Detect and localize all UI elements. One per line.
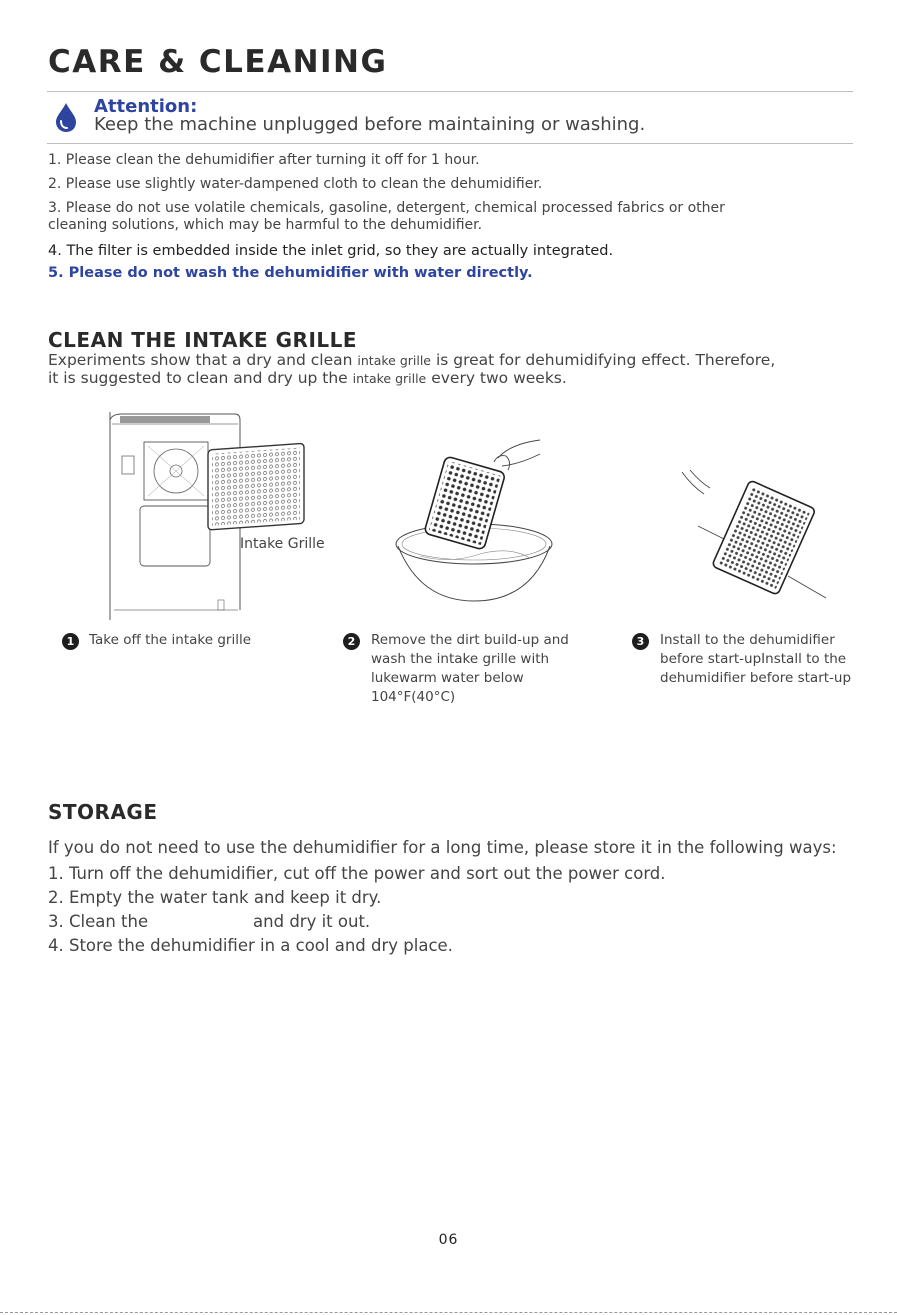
step-3-text: Install to the dehumidifier before start-upInstall to the dehumidifier before start-up (660, 632, 852, 686)
intake-heading: CLEAN THE INTAKE GRILLE (48, 328, 358, 352)
intake-para-text: is great for dehumidifying effect. Therefore, (435, 351, 776, 369)
storage-item-4: 4. Store the dehumidifier in a cool and dry place. (48, 936, 453, 955)
storage-item-2: 2. Empty the water tank and keep it dry. (48, 888, 382, 907)
step-3-number: 3 (632, 633, 649, 650)
care-item-4: 4. The filter is embedded inside the inlet grid, so they are actually integrated. (48, 243, 614, 259)
dehumidifier-illustration (100, 410, 320, 622)
page-number: 06 (438, 1232, 459, 1248)
intake-grille-label: Intake Grille (240, 536, 325, 552)
intake-para-term: intake grille (357, 353, 432, 368)
care-item-3: 3. Please do not use volatile chemicals, gasoline, detergent, chemical processed fabrics or other (48, 200, 725, 216)
page-title: CARE & CLEANING (48, 44, 388, 80)
bottom-divider (0, 1312, 897, 1313)
intake-para-term: intake grille (352, 371, 427, 386)
care-item-5: 5. Please do not wash the dehumidifier with water directly. (48, 265, 533, 281)
care-item-3-cont: cleaning solutions, which may be harmful to the dehumidifier. (48, 217, 483, 233)
storage-heading: STORAGE (48, 800, 158, 824)
step-1-number: 1 (62, 633, 79, 650)
intake-para-text: Experiments show that a dry and clean (48, 351, 353, 369)
storage-intro: If you do not need to use the dehumidifier for a long time, please store it in the following ways: (48, 838, 837, 857)
intake-paragraph-line2 (48, 369, 567, 388)
step-1-text: Take off the intake grille (89, 632, 251, 648)
install-illustration (670, 466, 840, 606)
care-item-2: 2. Please use slightly water-dampened cloth to clean the dehumidifier. (48, 176, 543, 192)
step-2-text: Remove the dirt build-up and wash the intake grille with lukewarm water below 104°F(40°C) (371, 632, 569, 705)
top-divider (47, 91, 853, 92)
intake-para-text: it is suggested to clean and dry up the (48, 369, 348, 387)
intake-paragraph-line1 (48, 351, 775, 370)
intake-para-text: every two weeks. (431, 369, 567, 387)
attention-title: Attention: (94, 96, 198, 117)
attention-divider (47, 143, 853, 144)
care-item-1: 1. Please clean the dehumidifier after turning it off for 1 hour. (48, 152, 480, 168)
step-2-number: 2 (343, 633, 360, 650)
water-drop-icon (53, 101, 79, 133)
storage-item-1: 1. Turn off the dehumidifier, cut off the power and sort out the power cord. (48, 864, 666, 883)
washing-illustration (390, 436, 560, 606)
storage-item-3: 3. Clean the and dry it out. (48, 912, 371, 931)
attention-text: Keep the machine unplugged before maintaining or washing. (94, 114, 646, 135)
